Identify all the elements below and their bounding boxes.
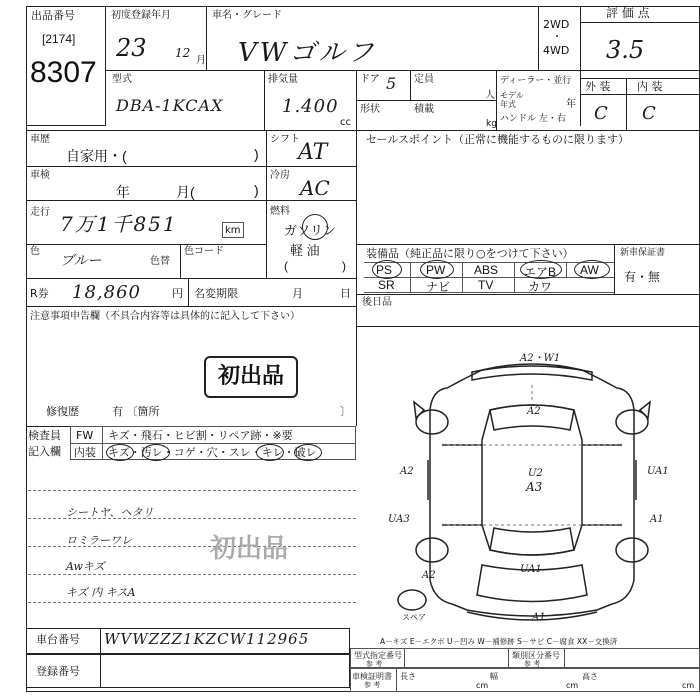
mark-rear-a1: A1 — [532, 612, 546, 623]
divider — [26, 244, 266, 245]
int-circle-4 — [294, 444, 322, 461]
divider — [264, 70, 265, 130]
first-reg-label: 初度登録年月 — [111, 10, 171, 21]
fw-label: FW — [76, 429, 94, 442]
inspector-label-2: 記入欄 — [28, 445, 61, 458]
divider — [188, 278, 189, 306]
mileage-label: 走行 — [30, 207, 50, 218]
width-cm: cm — [566, 681, 579, 690]
divider — [508, 648, 509, 668]
mark-right-a1: A1 — [650, 514, 664, 525]
doors-value: 5 — [386, 74, 397, 93]
repair-value: 有 〔箇所 — [112, 405, 160, 418]
history-close: ) — [254, 146, 259, 162]
spare-label: スペア — [402, 613, 426, 622]
fuel-circle — [302, 214, 328, 240]
height-cm: cm — [682, 681, 695, 690]
sales-point-label: セールスポイント（正常に機能するものに限ります） — [366, 133, 630, 146]
recycle-label: R券 — [30, 287, 49, 300]
class-code-label: 類別区分番号 — [512, 651, 560, 660]
divider — [496, 70, 497, 130]
drive-4wd: 4WD — [543, 44, 570, 57]
inspection-month: 月( — [176, 184, 195, 200]
divider — [396, 668, 397, 692]
fuel-diesel: 軽 油 — [290, 243, 320, 258]
inspector-label-1: 検査員 — [28, 429, 61, 442]
equipment-abs: ABS — [474, 263, 499, 277]
first-reg-value: 23 — [116, 34, 147, 62]
divider — [266, 130, 267, 278]
displacement-value: 1.400 — [282, 96, 339, 117]
divider — [410, 262, 411, 292]
equipment-leather: カワ — [528, 280, 553, 294]
doors-label: ドア — [360, 74, 380, 85]
exterior-value: C — [594, 103, 608, 124]
divider — [356, 100, 496, 101]
equipment-aw: AW — [580, 263, 599, 277]
divider — [106, 70, 700, 71]
type-code-ref: 参 考 — [366, 660, 383, 668]
fuel-paren-open: ( — [284, 259, 288, 273]
divider — [180, 244, 181, 278]
int-circle-2 — [142, 444, 170, 461]
car-name-label: 車名・グレード — [212, 10, 282, 21]
chassis-label: 車台番号 — [36, 633, 80, 646]
equipment-sr: SR — [378, 278, 395, 292]
warranty-label: 新車保証書 — [620, 248, 666, 258]
fuel-gas: ガソリン — [284, 223, 337, 238]
cert-ref: 参 考 — [364, 681, 381, 689]
reg-label: 登録番号 — [36, 665, 80, 678]
mark-hood: A2 — [527, 406, 541, 417]
shape-label: 形状 — [360, 104, 380, 115]
equipment-pw: PW — [426, 263, 446, 277]
dealer-label: ディーラー・並行 — [500, 76, 572, 86]
class-code-ref: 参 考 — [524, 660, 541, 668]
car-name-value: VWゴルフ — [238, 38, 377, 68]
aircon-label: 冷房 — [270, 170, 290, 181]
lot-label: 出品番号 — [31, 9, 75, 22]
interior-label: 内 装 — [637, 80, 663, 93]
mark-right-ua1: UA1 — [647, 466, 669, 477]
mark-roof-a3: A3 — [526, 480, 543, 494]
grade-value: 3.5 — [606, 36, 645, 64]
inspection-label: 車検 — [30, 170, 50, 181]
warranty-value: 有・無 — [624, 270, 661, 284]
lot-sub: [2174] — [42, 32, 76, 46]
chassis-value: WVWZZZ1KZCW112965 — [104, 630, 310, 648]
model-value: DBA-1KCAX — [116, 96, 224, 115]
handle-label: ハンドル 左・右 — [500, 114, 566, 124]
recycle-value: 18,860 — [72, 282, 141, 303]
equipment-airbag: エアB — [524, 265, 557, 279]
fuel-paren-close: ) — [342, 259, 346, 273]
divider — [580, 22, 700, 23]
deadline-label: 名変期限 — [194, 287, 238, 300]
int-circle-1 — [106, 444, 134, 461]
comment-line — [28, 602, 356, 603]
lot-number: 8307 — [30, 56, 97, 89]
mark-left-rear-a2: A2 — [422, 570, 436, 581]
fw-items: キズ・飛石・ヒビ割・リペア跡・※要 — [108, 429, 293, 442]
capacity-label: 定員 — [414, 74, 434, 85]
color-code-label: 色コード — [184, 246, 224, 257]
deadline-month: 月 — [292, 287, 303, 300]
load-unit: kg — [486, 119, 497, 129]
inspection-close: ) — [254, 182, 259, 198]
equipment-label: 装備品（純正品に限り○をつけて下さい） — [366, 247, 574, 260]
mark-left-a2: A2 — [400, 466, 414, 477]
model-year-unit: 年 — [566, 99, 576, 110]
recycle-unit: 円 — [172, 287, 183, 300]
repair-label: 修復歴 — [46, 405, 79, 418]
divider — [206, 6, 207, 70]
divider — [356, 130, 357, 426]
divider — [26, 166, 356, 167]
equipment-navi: ナビ — [426, 280, 451, 294]
legend: A－キズ E－エクボ U－凹み W－補修跡 S－サビ C－腐食 XX－交換済 — [380, 637, 618, 646]
comment-line — [28, 490, 356, 491]
shift-label: シフト — [270, 134, 300, 145]
divider — [404, 648, 405, 668]
length-label: 長さ — [400, 672, 416, 681]
int-items: キズ・汚レ・コゲ・穴・スレ・キレ・破レ — [108, 446, 317, 459]
comment-3: Awキズ — [66, 560, 105, 573]
later-doc-label: 後日品 — [362, 297, 392, 308]
divider — [580, 78, 700, 79]
divider — [102, 426, 103, 460]
divider — [580, 6, 581, 126]
divider — [26, 130, 700, 131]
grade-label: 評 価 点 — [606, 6, 650, 20]
pw-circle — [420, 260, 454, 279]
divider — [564, 648, 565, 668]
divider — [580, 94, 700, 95]
repair-close: 〕 — [340, 405, 351, 418]
divider — [410, 70, 411, 100]
length-cm: cm — [476, 681, 489, 690]
mark-front: A2・W1 — [520, 353, 561, 364]
color-change-label: 色替 — [150, 256, 170, 267]
divider — [364, 292, 614, 293]
displacement-unit: cc — [340, 117, 351, 128]
shift-value: AT — [298, 140, 328, 165]
displacement-label: 排気量 — [268, 74, 298, 85]
comment-line — [28, 574, 356, 575]
cert-label: 車検証明書 — [352, 672, 392, 681]
color-label: 色 — [30, 246, 40, 257]
width-label: 幅 — [490, 672, 498, 681]
inspection-year: 年 — [116, 184, 130, 200]
notes-label: 注意事項申告欄（不具合内容等は具体的に記入して下さい） — [30, 311, 300, 322]
comment-4: キズ 内 キスA — [66, 586, 136, 599]
height-label: 高さ — [582, 672, 598, 681]
mark-hatch-ua1: UA1 — [520, 564, 542, 575]
equipment-tv: TV — [478, 278, 494, 292]
int-label: 内装 — [74, 446, 96, 459]
int-circle-3 — [256, 444, 284, 461]
ps-circle — [372, 260, 402, 279]
first-listing-stamp-2: 初出品 — [210, 533, 289, 563]
airbag-circle — [520, 260, 562, 279]
drive-dot: ・ — [552, 32, 562, 43]
history-value: 自家用・( — [66, 148, 127, 164]
equipment-ps: PS — [376, 263, 393, 277]
comment-2: ロミラーワレ — [66, 534, 132, 547]
divider — [462, 262, 463, 292]
history-label: 車歴 — [30, 134, 50, 145]
comment-1: シートヤ、ヘタリ — [66, 506, 154, 519]
first-reg-unit: 月 — [196, 55, 206, 66]
divider — [566, 262, 567, 277]
first-listing-stamp: 初出品 — [204, 356, 298, 398]
divider — [356, 326, 700, 327]
exterior-label: 外 装 — [585, 80, 611, 93]
capacity-unit: 人 — [485, 90, 495, 101]
divider — [356, 294, 700, 295]
fuel-label: 燃料 — [270, 206, 290, 217]
divider — [538, 6, 539, 70]
aw-circle — [574, 260, 610, 279]
divider — [356, 244, 700, 245]
load-label: 積載 — [414, 104, 434, 115]
first-reg-month: 12 — [175, 46, 191, 60]
model-label: 型式 — [112, 74, 132, 85]
divider — [26, 200, 356, 201]
drive-2wd: 2WD — [543, 18, 570, 31]
mileage-unit: km — [225, 225, 241, 236]
interior-value: C — [642, 103, 656, 124]
aircon-value: AC — [300, 176, 330, 200]
divider — [26, 278, 356, 279]
mark-roof-u2: U2 — [528, 468, 543, 479]
divider — [626, 78, 627, 130]
divider — [614, 244, 615, 294]
deadline-day: 日 — [340, 287, 351, 300]
mileage-value: 7万1千851 — [60, 212, 178, 236]
divider — [514, 262, 515, 292]
color-value: ブルー — [60, 253, 102, 269]
model-year-label: モデル年式 — [500, 91, 524, 109]
mark-left-ua3: UA3 — [388, 514, 410, 525]
type-code-label: 型式指定番号 — [354, 651, 402, 660]
divider — [26, 306, 356, 307]
